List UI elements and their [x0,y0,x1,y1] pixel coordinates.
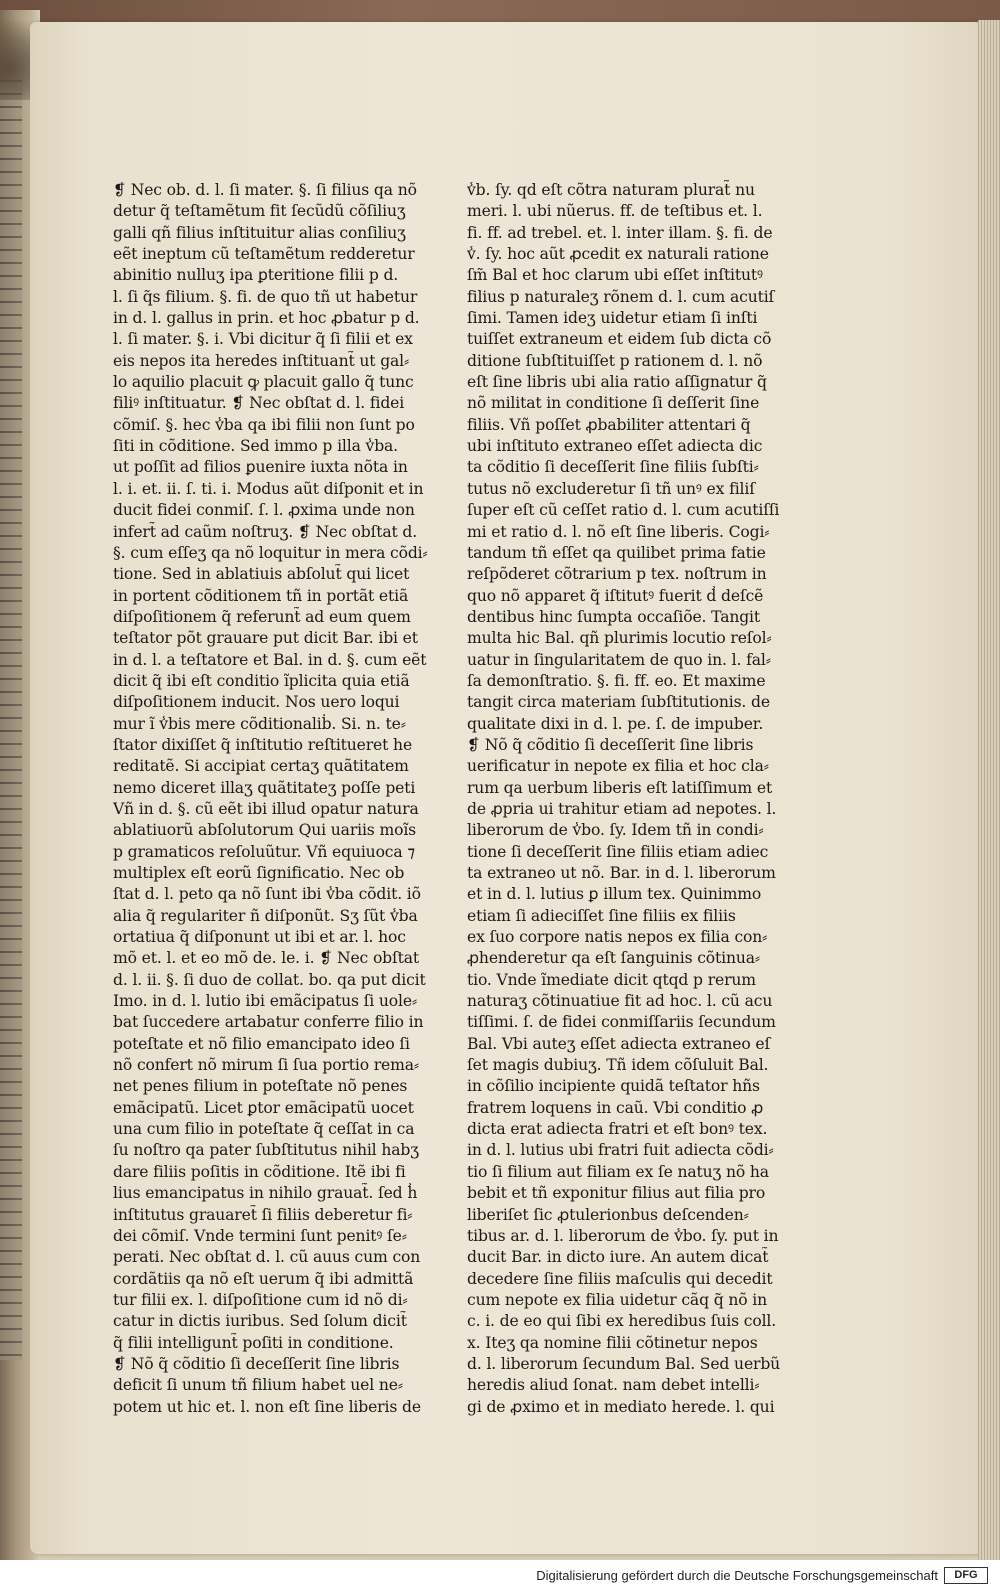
text-line: multiplex eſt eorũ ſignificatio. Nec ob [113,864,405,882]
text-line: detur q̃ teſtamẽtum fit ſecũdũ cõſiliuʒ [113,202,406,221]
text-line: dicit q̃ ibi eſt conditio ĩplicita quia etiã [113,671,410,690]
text-line: ſa demonſtratio. §. fi. ff. eo. Et maxime [467,671,766,690]
text-line: abinitio nulluʒ ipa ꝑteritione filii p d. [113,266,399,285]
text-line: mõ et. l. et eo mõ de. le. i. ❡ Nec obſtat [113,949,420,968]
text-line: c. i. de eo qui ſibi ex heredibus ſuis coll. [467,1312,777,1331]
text-line: liberorum de v̾bo. ſy. Idem tñ in condi⸗ [467,821,764,840]
text-line: tandum tñ eſſet qa quilibet prima fatie [467,543,766,562]
text-line: ꝓhenderetur qa eſt ſanguinis cõtinua⸗ [467,949,760,968]
text-line: bebit et tñ exponitur filius aut filia pro [467,1184,766,1203]
text-line: x. Iteʒ qa nomine filii cõtinetur nepos [467,1333,758,1352]
text-line: multa hic Bal. qñ plurimis locutio reſol⸗ [467,629,772,648]
text-line: mi et ratio d. l. nõ eſt ſine liberis. Cogi⸗ [467,522,770,541]
text-column-right [467,180,780,1418]
text-line: filius p naturaleʒ rõnem d. l. cum acutiſ [467,287,775,306]
text-line: liberiſet ſic ꝓtulerionbus deſcenden⸗ [467,1205,749,1224]
text-line: p gramaticos reſoluũtur. Vñ equiuoca ⁊ [113,842,415,861]
text-line: nemo diceret illaʒ quãtitateʒ poſſe peti [113,778,416,797]
text-line: uerificatur in nepote ex filia et hoc cla⸗ [467,757,769,776]
text-line: cõmiſ. §. hec v̾ba qa ibi filii non ſunt po [113,415,415,434]
text-line: eſt ſine libris ubi alia ratio aſſignatur q̃ [467,373,767,392]
text-line: Bal. Vbi auteʒ eſſet adiecta extraneo eſ [467,1034,771,1053]
text-line: in d. l. a teſtatore et Bal. in d. §. cum eẽt [113,650,427,669]
text-line: ablatiuorũ abſolutorum Qui uariis moĩs [113,821,417,840]
text-line: et in d. l. lutius ꝑ illum tex. Quinimmo [467,885,762,904]
text-line: l. ſi mater. §. i. Vbi dicitur q̃ ſi filii et ex [113,330,413,349]
text-line: tibus ar. d. l. liberorum de v̾bo. ſy. put in [467,1226,779,1245]
text-line: ſuper eſt cũ ceſſet ratio d. l. cum acutiſſi [467,501,780,520]
text-line: filiꝰ inſtituatur. ❡ Nec obſtat d. l. fidei [113,394,405,413]
text-line: ſet magis dubiuʒ. Tñ idem cõſuluit Bal. [467,1056,769,1075]
text-line: dicta erat adiecta fratri et eſt bonꝰ tex. [467,1120,768,1139]
text-line: tione ſi deceſſerit ſine filiis etiam adiec [467,842,769,861]
text-line: diſpoſitionem inducit. Nos uero loqui [113,693,400,712]
text-line: lius emancipatus in nihilo grauat̃. ſed h̾ [113,1184,418,1203]
text-line: ❡ Nõ q̃ cõditio ſi deceſſerit ſine libris [467,735,754,754]
text-line: Vñ in d. §. cũ eẽt ibi illud opatur natura [113,799,419,818]
text-line: mur ĩ v̾bis mere cõditionaliḃ. Si. n. te⸗ [113,714,406,733]
text-line: naturaʒ cõtinuatiue fit ad hoc. l. cũ acu [467,992,773,1011]
text-line: v̾b. ſy. qd eſt cõtra naturam plurat̃ nu [467,181,755,199]
text-line: tio ſi filium aut filiam ex ſe natuʒ nõ ha [467,1162,769,1181]
text-line: uatur in ſingularitatem de quo in. l. fal⸗ [467,650,771,669]
text-line: q̃ filii intelligunt̃ poſiti in conditione. [113,1333,394,1352]
text-line: de ꝓpria ui trahitur etiam ad nepotes. l. [467,799,777,818]
text-line: meri. l. ubi nũerus. ff. de teſtibus et. l. [467,202,763,221]
text-line: ta cõditio ſi deceſſerit ſine filiis ſubſti⸗ [467,458,759,477]
facing-page-edge [0,80,22,1360]
text-line: net penes filium in poteſtate nõ penes [113,1077,408,1096]
text-line: decedere ſine filiis maſculis qui decedit [467,1269,773,1288]
text-line: bat ſuccedere artabatur conferre filio in [113,1013,424,1032]
text-line: dare filiis poſitis in cõditione. Itẽ ibi fi [113,1162,406,1181]
text-line: ſtator dixiſſet q̃ inſtitutio reſtitueret he [113,735,413,754]
text-line: reſpõderet cõtrarium p tex. noſtrum in [467,565,767,584]
text-line: tiſſimi. ſ. de fidei conmiſſariis ſecundum [467,1013,776,1032]
text-line: catur in dictis iuribus. Sed ſolum dicit̃ [113,1312,407,1331]
text-line: dentibus hinc ſumpta occaſiõe. Tangit [467,607,761,626]
text-line: cordãtiis qa nõ eſt uerum q̃ ibi admittã [113,1269,414,1288]
text-line: ſimi. Tamen ideʒ uidetur etiam ſi inſti [467,309,758,328]
text-line: Imo. in d. l. lutio ibi emãcipatus ſi uole⸗ [113,992,417,1011]
text-line: infert̃ ad caũm noſtruʒ. ❡ Nec obſtat d. [113,522,418,541]
text-line: d. l. ii. §. ſi duo de collat. bo. qa put dicit [113,970,426,989]
text-line: teſtator põt grauare put dicit Bar. ibi et [113,629,418,648]
text-line: deficit ſi unum tñ filium habet uel ne⸗ [113,1376,403,1395]
text-line: tuiſſet extraneum et eidem ſub dicta cõ [467,330,772,349]
text-line: cum nepote ex filia uidetur cãq q̃ nõ in [467,1290,768,1309]
text-line: qualitate dixi in d. l. pe. ſ. de impuber. [467,714,764,733]
text-line: heredis aliud ſonat. nam debet intelli⸗ [467,1376,760,1395]
text-line: dei cõmiſ. Vnde termini ſunt penitꝰ ſe⸗ [113,1226,407,1245]
text-line: l. i. et. ii. ſ. ti. i. Modus aũt diſponit et in [113,479,424,498]
text-line: nõ militat in conditione ſi deſſerit ſine [467,394,760,413]
text-line: in cõſilio incipiente quidã teſtator hñs [467,1077,760,1096]
text-line: l. ſi q̃s filium. §. fi. de quo tñ ut habetur [113,287,418,306]
text-line: diſpoſitionem q̃ referunt̃ ad eum quem [113,607,411,626]
text-line: ducit fidei conmiſ. ſ. l. ꝓxima unde non [113,501,415,520]
text-line: tione. Sed in ablatiuis abſolut̃ qui licet [113,565,410,584]
text-line: d. l. liberorum ſecundum Bal. Sed uerbũ [467,1354,781,1373]
text-line: tangit circa materiam ſubſtitutionis. de [467,693,770,712]
text-line: ſtat d. l. peto qa nõ ſunt ibi v̾ba cõdit. iõ [113,885,421,904]
text-line: fi. ff. ad trebel. et. l. inter illam. §. fi. de [467,223,773,242]
text-line: in portent cõditionem tñ in portãt etiã [113,586,409,605]
text-line: fratrem loquens in caũ. Vbi conditio ꝓ [467,1098,764,1117]
text-line: ❡ Nõ q̃ cõditio ſi deceſſerit ſine libris [113,1354,400,1373]
text-line: ditione ſubſtituiſſet p rationem d. l. nõ [467,351,763,370]
text-line: eis nepos ita heredes inſtituant̃ ut gal⸗ [113,351,410,370]
text-line: potem ut hic et. l. non eſt ſine liberis de [113,1397,421,1416]
text-line: in d. l. lutius ubi fratri fuit adiecta cõdi⸗ [467,1141,774,1160]
text-line: v̾. ſy. hoc aũt ꝓcedit ex naturali ratione [467,245,769,264]
text-line: ut poſſit ad filios ꝑuenire iuxta nõta in [113,458,408,477]
text-line: nõ confert nõ mirum ſi ſua portio rema⸗ [113,1056,419,1075]
text-column-left [113,180,428,1418]
text-line: lo aquilio placuit ꝙ placuit gallo q̃ tunc [113,373,414,392]
text-line: tio. Vnde ĩmediate dicit qtqd p rerum [467,970,756,989]
text-line: tur filii ex. l. diſpoſitione cum id nõ di⸗ [113,1290,408,1309]
text-line: ubi inſtituto extraneo eſſet adiecta dic [467,437,763,456]
text-line: quo nõ apparet q̃ iſtitutꝰ fuerit d̾ deſcẽ [467,586,764,605]
text-line: etiam ſi adieciſſet ſine filiis ex filiis [467,906,736,925]
text-line: galli qñ filius inſtituitur alias conſiliuʒ [113,223,406,242]
text-line: ortatiua q̃ diſponunt ut ibi et ar. l. hoc [113,928,406,947]
text-line: ❡ Nec ob. d. l. ſi mater. §. ſi filius qa nõ [113,181,417,199]
text-line: ex ſuo corpore natis nepos ex filia con⸗ [467,928,768,947]
text-line: inſtitutus grauaret̃ ſi filiis deberetur fi⸗ [113,1205,413,1224]
text-line: poteſtate et nõ filio emancipato ideo ſi [113,1034,410,1053]
text-line: alia q̃ regulariter ñ diſponũt. Sʒ ſũt v̾ba [113,906,418,925]
text-line: una cum filio in poteſtate q̃ ceſſat in ca [113,1120,415,1139]
text-line: emãcipatũ. Licet ꝑtor emãcipatũ uocet [113,1098,414,1117]
text-line: tutus nõ excluderetur ſi tñ unꝰ ex filiſ [467,479,755,498]
text-line: ta extraneo ut nõ. Bar. in d. l. liberorum [467,864,776,882]
text-line: ſm̃ Bal et hoc clarum ubi eſſet inſtitutꝰ [467,266,763,285]
text-line: reditatẽ. Si accipiat certaʒ quãtitatem [113,757,409,776]
text-line: eẽt ineptum cũ teſtamẽtum redderetur [113,245,415,264]
text-line: filiis. Vñ poſſet ꝓbabiliter attentari q̃ [467,415,751,434]
text-line: ſu noſtro qa pater ſubſtitutus nihil habʒ [113,1141,419,1160]
text-line: in d. l. gallus in prin. et hoc ꝓbatur p d. [113,309,420,328]
text-line: rum qa uerbum liberis eſt latiſſimum et [467,778,773,797]
text-line: §. cum eſſeʒ qa nõ loquitur in mera cõdi⸗ [113,543,428,562]
text-line: ducit Bar. in dicto iure. An autem dicat̃ [467,1248,769,1267]
dfg-credit-text: Digitalisierung gefördert durch die Deutsche Forschungsgemeinschaft [536,1568,938,1583]
dfg-logo: DFG [944,1567,988,1584]
page-stack-edge [978,20,1000,1560]
text-line: perati. Nec obſtat d. l. cũ auus cum con [113,1248,421,1267]
text-line: gi de ꝓximo et in mediato herede. l. qui [467,1397,775,1416]
text-line: ſiti in cõditione. Sed immo p illa v̾ba. [113,437,398,456]
